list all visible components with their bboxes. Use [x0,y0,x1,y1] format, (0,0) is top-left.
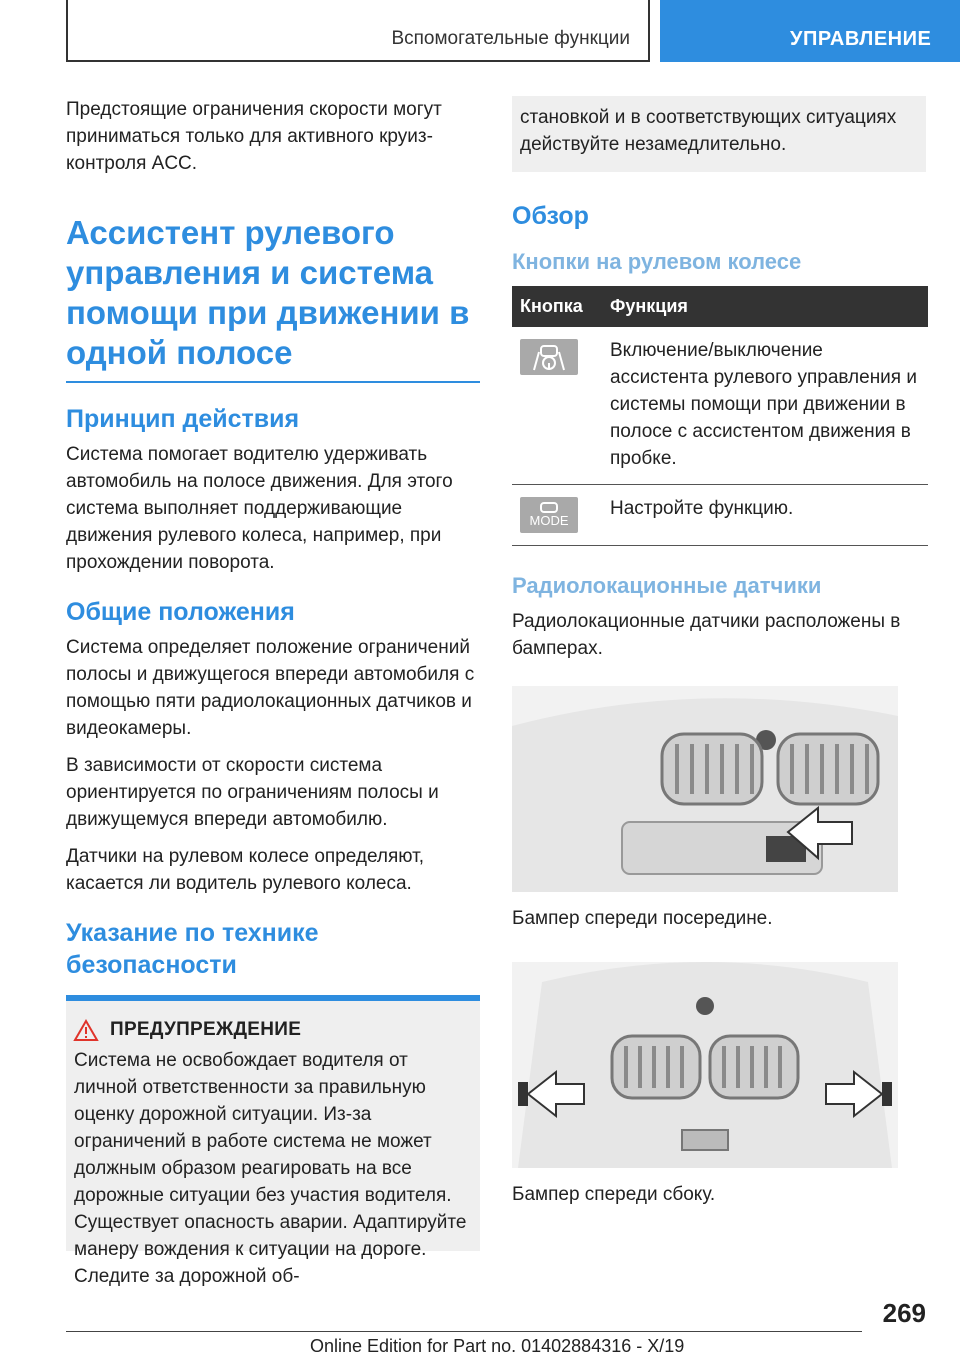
warning-triangle-icon [74,1019,98,1041]
table-cell-icon [512,485,602,546]
buttons-heading: Кнопки на рулевом колесе [512,249,802,274]
col-button-header: Кнопка [512,286,602,327]
warning-title: ПРЕДУПРЕЖДЕНИЕ [110,1019,302,1040]
footer-divider [66,1331,862,1332]
general-paragraph-2: В зависимости от скорости система ориентируется по ограничениям полосы и движущемуся впереди автомобилю. [66,755,439,830]
table-row [512,485,928,546]
right-column [512,96,926,1218]
mode-label: MODE [529,513,569,528]
header-section-title: Вспомогательные функции [391,28,630,49]
warning-title-row [74,1019,472,1041]
overview-heading: Обзор [512,202,589,230]
lane-assist-button-icon [520,339,578,375]
principle-paragraph: Система помогает водителю удерживать автомобиль на полосе движения. Для этого система выполняет поддерживающие движения рулевого колеса, например, при прохождении поворота. [66,444,453,573]
bumper-center-photo [512,686,898,892]
left-column [66,96,480,1287]
col-function-header: Функция [602,286,928,327]
warning-continuation-text: становкой и в соответствующих ситуациях действуйте незамедлительно. [520,107,897,155]
general-heading: Общие положения [66,598,295,626]
principle-heading: Принцип действия [66,405,300,433]
table-cell-icon [512,327,602,485]
intro-paragraph: Предстоящие ограничения скорости могут приниматься только для активного круиз-контроля ACC. [66,99,442,174]
section-title: Ассистент рулевого управления и система помощи при движении в одной полосе [66,213,480,383]
buttons-table [512,286,928,546]
page-number: 269 [882,1298,926,1328]
table-row [512,327,928,485]
radar-paragraph: Радиолокационные датчики расположены в бамперах. [512,611,901,659]
warning-box [66,995,480,1287]
warning-text: Система не освобождает водителя от личной ответственности за правильную оценку дорожной ситуации. Из-за ограничений в работе система не может должным образом реагировать на все дорожные ситуации без участия водителя. Существует опасность аварии. Адаптируйте манеру вождения к ситуации на дороге. Следите за дорожной об- [74,1050,467,1287]
radar-heading: Радиолокационные датчики [512,573,822,598]
general-paragraph-1: Система определяет положение ограничений полосы и движущегося впереди автомобиля с помощью пяти радиолокационных датчиков и видеокамеры. [66,637,475,739]
caption-side: Бампер спереди сбоку. [512,1184,716,1205]
table-cell-function: Настройте функцию. [602,485,928,546]
caption-center: Бампер спереди посередине. [512,908,773,929]
footer-edition: Online Edition for Part no. 01402884316 - X/19 [310,1336,685,1356]
general-paragraph-3: Датчики на рулевом колесе определяют, касается ли водитель рулевого колеса. [66,846,425,894]
header-chapter-tab[interactable]: УПРАВЛЕНИЕ [660,0,960,62]
table-cell-function: Включение/выключение ассистента рулевого управления и системы помощи при движении в полосе с ассистентом движения в пробке. [602,327,928,485]
header-section-box [66,0,650,62]
warning-continuation-box [512,96,926,172]
safety-heading: Указание по технике безопасности [66,919,319,979]
mode-button-icon [520,497,578,533]
table-header-row [512,286,928,327]
bumper-side-photo [512,962,898,1168]
